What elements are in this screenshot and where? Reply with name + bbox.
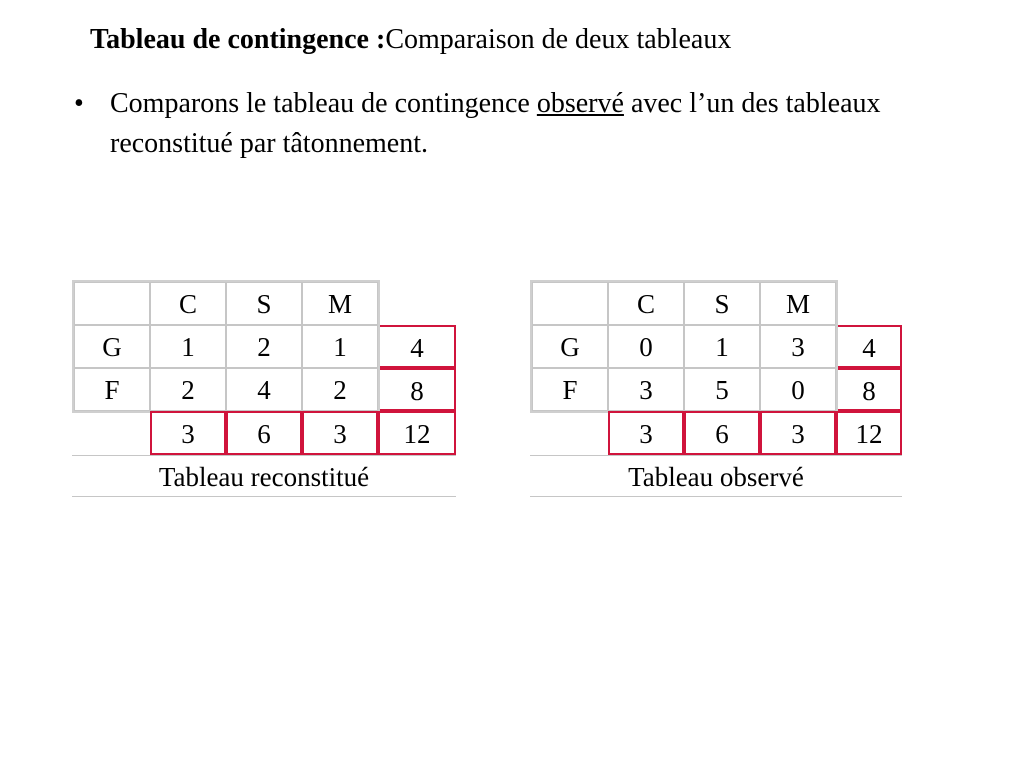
table-observe bbox=[530, 280, 914, 498]
caption-bottom-line bbox=[72, 496, 456, 497]
header-cell-s: S bbox=[684, 282, 760, 325]
cell-f-s: 4 bbox=[226, 368, 302, 411]
cell-f-c: 2 bbox=[150, 368, 226, 411]
header-cell-c: C bbox=[608, 282, 684, 325]
header-cell-m: M bbox=[302, 282, 378, 325]
row-label-f: F bbox=[532, 368, 608, 411]
table-caption: Tableau reconstitué bbox=[158, 462, 370, 492]
cell-g-m: 3 bbox=[760, 325, 836, 368]
header-cell-c: C bbox=[150, 282, 226, 325]
bullet-text-before: Comparons le tableau de contingence bbox=[110, 88, 537, 119]
cell-f-m: 2 bbox=[302, 368, 378, 411]
col-total-c: 3 bbox=[150, 411, 226, 455]
grand-total: 12 bbox=[836, 411, 902, 455]
bullet-text bbox=[110, 84, 900, 164]
row-label-g: G bbox=[74, 325, 150, 368]
cell-g-c: 0 bbox=[608, 325, 684, 368]
bullet-text-after: avec l’un des tableaux reconstitué par tâtonnement. bbox=[110, 88, 881, 159]
header-empty-cell bbox=[74, 282, 150, 325]
bullet-symbol: • bbox=[74, 88, 84, 119]
header-cell-m: M bbox=[760, 282, 836, 325]
slide-title bbox=[90, 22, 731, 58]
header-cell-s: S bbox=[226, 282, 302, 325]
col-total-c: 3 bbox=[608, 411, 684, 455]
cell-f-m: 0 bbox=[760, 368, 836, 411]
cell-f-c: 3 bbox=[608, 368, 684, 411]
cell-g-c: 1 bbox=[150, 325, 226, 368]
title-normal: Comparaison de deux tableaux bbox=[385, 24, 732, 55]
col-total-s: 6 bbox=[684, 411, 760, 455]
header-empty-cell bbox=[532, 282, 608, 325]
cell-g-s: 1 bbox=[684, 325, 760, 368]
cell-f-s: 5 bbox=[684, 368, 760, 411]
col-total-m: 3 bbox=[302, 411, 378, 455]
row-total-f: 8 bbox=[378, 368, 456, 411]
col-total-s: 6 bbox=[226, 411, 302, 455]
row-label-f: F bbox=[74, 368, 150, 411]
row-total-f: 8 bbox=[836, 368, 902, 411]
row-total-g: 4 bbox=[378, 325, 456, 368]
row-total-g: 4 bbox=[836, 325, 902, 368]
table-caption: Tableau observé bbox=[628, 462, 804, 492]
title-bold: Tableau de contingence : bbox=[90, 24, 386, 55]
cell-g-s: 2 bbox=[226, 325, 302, 368]
col-total-m: 3 bbox=[760, 411, 836, 455]
cell-g-m: 1 bbox=[302, 325, 378, 368]
grand-total: 12 bbox=[378, 411, 456, 455]
table-reconstitue bbox=[72, 280, 456, 498]
row-label-g: G bbox=[532, 325, 608, 368]
bullet-text-underlined: observé bbox=[536, 88, 624, 119]
caption-bottom-line bbox=[530, 496, 902, 497]
